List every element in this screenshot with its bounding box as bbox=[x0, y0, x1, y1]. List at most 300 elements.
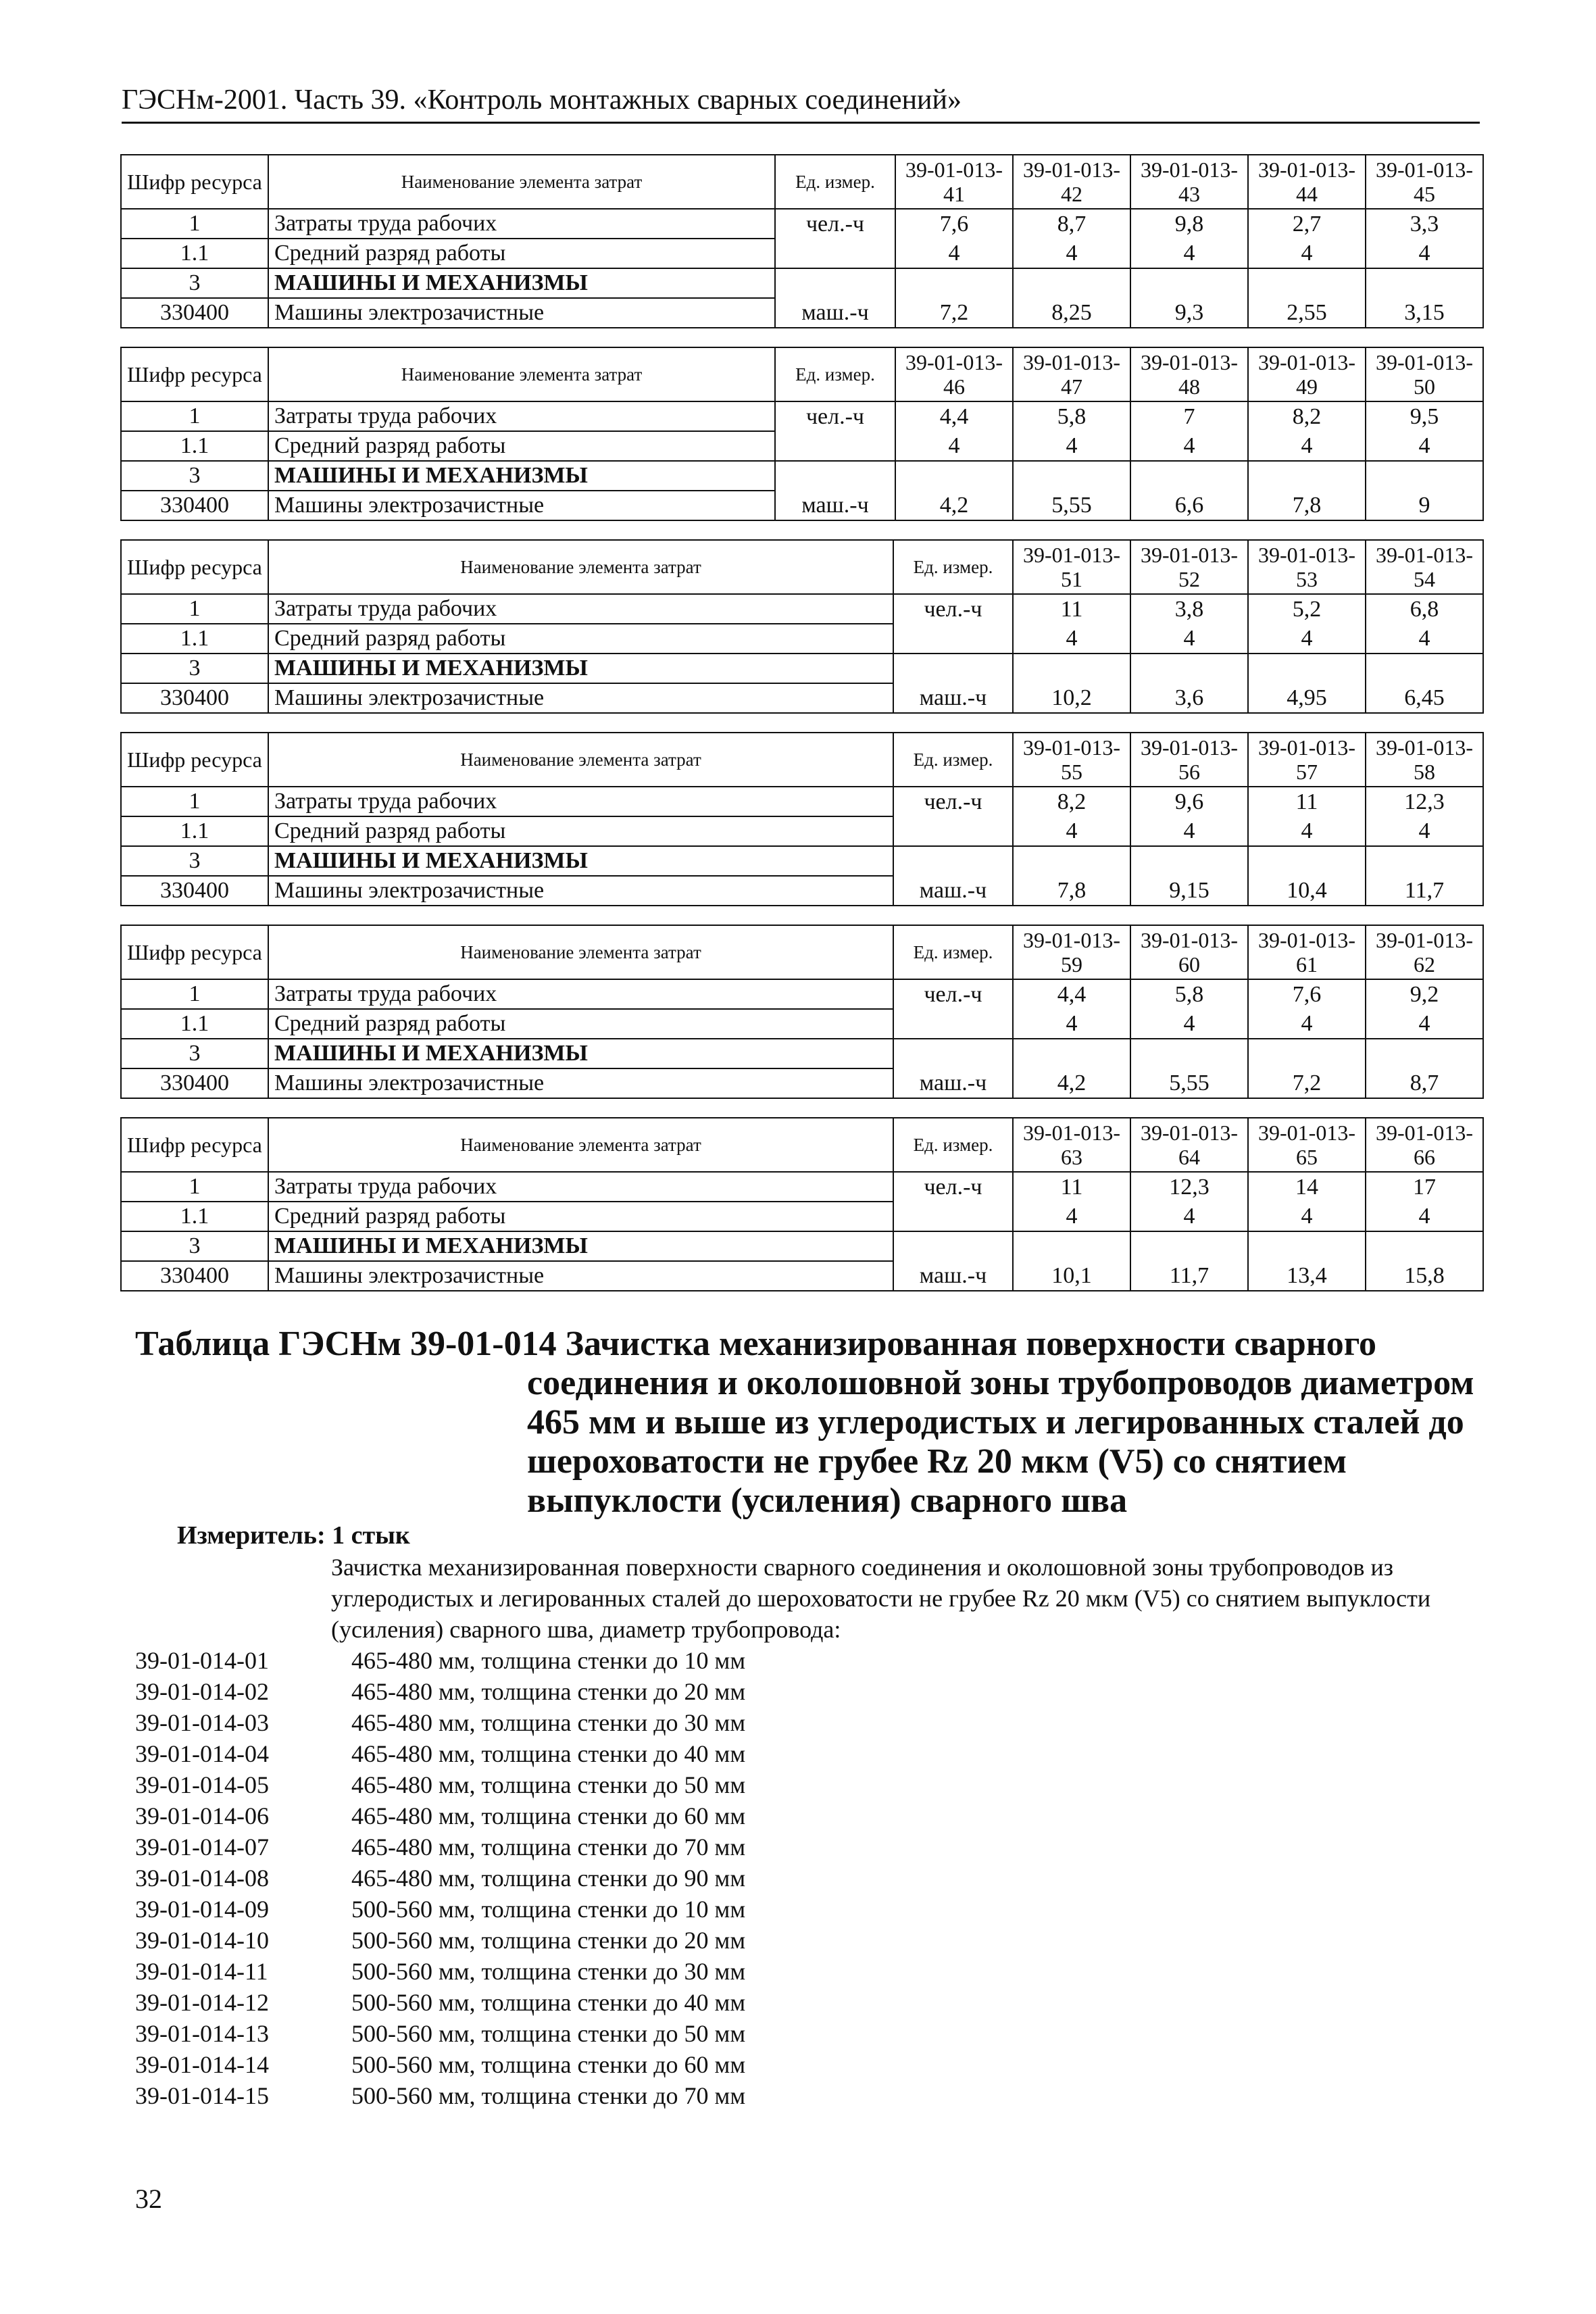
resource-code: 1 bbox=[121, 787, 268, 816]
norm-cipher: 39-01-013-59 bbox=[1013, 925, 1130, 979]
section-title-line: Таблица ГЭСНм 39-01-014 Зачистка механизированная поверхности сварного bbox=[135, 1325, 1377, 1363]
item-code: 39-01-014-04 bbox=[135, 1740, 269, 1767]
cost-name: Машины электрозачистные bbox=[268, 1261, 893, 1291]
table-header-row bbox=[121, 155, 1483, 209]
unit: чел.-ч bbox=[775, 209, 895, 239]
value-cell: 4 bbox=[1248, 1009, 1366, 1039]
cost-table bbox=[120, 732, 1484, 906]
item-code: 39-01-014-08 bbox=[135, 1865, 269, 1892]
norm-cipher: 39-01-013-62 bbox=[1366, 925, 1483, 979]
value-cell: 17 bbox=[1366, 1172, 1483, 1202]
resource-code: 1 bbox=[121, 1172, 268, 1202]
item-text: 465-480 мм, толщина стенки до 60 мм bbox=[351, 1802, 746, 1829]
value-cell: 4 bbox=[1130, 624, 1248, 654]
item-code: 39-01-014-05 bbox=[135, 1771, 269, 1798]
norm-cipher: 39-01-013-45 bbox=[1366, 155, 1483, 209]
item-list bbox=[135, 1645, 745, 2111]
value-cell: 4 bbox=[895, 239, 1013, 268]
unit: маш.-ч bbox=[893, 1068, 1013, 1098]
norm-cipher: 39-01-013-46 bbox=[895, 347, 1013, 401]
table-row bbox=[121, 1202, 1483, 1231]
cost-name: Затраты труда рабочих bbox=[268, 787, 893, 816]
unit bbox=[893, 816, 1013, 846]
unit bbox=[893, 1009, 1013, 1039]
item-code: 39-01-014-13 bbox=[135, 2020, 269, 2047]
norm-cipher: 39-01-013-42 bbox=[1013, 155, 1130, 209]
cost-name-header: Наименование элемента затрат bbox=[268, 155, 775, 209]
item-code: 39-01-014-06 bbox=[135, 1802, 269, 1829]
cost-table bbox=[120, 539, 1484, 714]
list-item bbox=[135, 1645, 745, 1676]
cost-name: Затраты труда рабочих bbox=[268, 209, 775, 239]
value-cell: 11,7 bbox=[1366, 876, 1483, 906]
value-cell: 10,4 bbox=[1248, 876, 1366, 906]
table-row bbox=[121, 1172, 1483, 1202]
value-cell bbox=[895, 268, 1013, 298]
value-cell: 11 bbox=[1013, 1172, 1130, 1202]
value-cell: 4 bbox=[1130, 431, 1248, 461]
norm-cipher: 39-01-013-43 bbox=[1130, 155, 1248, 209]
value-cell: 4 bbox=[1366, 1202, 1483, 1231]
unit bbox=[893, 1231, 1013, 1261]
item-text: 500-560 мм, толщина стенки до 10 мм bbox=[351, 1896, 746, 1923]
norm-cipher: 39-01-013-41 bbox=[895, 155, 1013, 209]
table-row bbox=[121, 461, 1483, 491]
unit: маш.-ч bbox=[893, 876, 1013, 906]
table-header-row bbox=[121, 733, 1483, 787]
value-cell bbox=[1248, 654, 1366, 683]
value-cell bbox=[1248, 1231, 1366, 1261]
value-cell: 9,8 bbox=[1130, 209, 1248, 239]
resource-code: 3 bbox=[121, 1039, 268, 1068]
resource-code: 1 bbox=[121, 594, 268, 624]
value-cell: 4 bbox=[1013, 624, 1130, 654]
norm-cipher: 39-01-013-58 bbox=[1366, 733, 1483, 787]
unit: маш.-ч bbox=[893, 1261, 1013, 1291]
list-item bbox=[135, 2018, 745, 2049]
table-row bbox=[121, 683, 1483, 713]
value-cell bbox=[1366, 654, 1483, 683]
unit bbox=[893, 846, 1013, 876]
value-cell: 3,8 bbox=[1130, 594, 1248, 624]
norm-cipher: 39-01-013-49 bbox=[1248, 347, 1366, 401]
value-cell bbox=[1130, 1039, 1248, 1068]
item-text: 500-560 мм, толщина стенки до 30 мм bbox=[351, 1958, 746, 1985]
resource-code-header: Шифр ресурса bbox=[121, 347, 268, 401]
cost-name-header: Наименование элемента затрат bbox=[268, 733, 893, 787]
resource-code: 1 bbox=[121, 209, 268, 239]
resource-code: 1.1 bbox=[121, 1202, 268, 1231]
table-row bbox=[121, 268, 1483, 298]
resource-code: 330400 bbox=[121, 298, 268, 328]
value-cell: 2,7 bbox=[1248, 209, 1366, 239]
cost-name: Средний разряд работы bbox=[268, 1009, 893, 1039]
unit: маш.-ч bbox=[775, 491, 895, 520]
section-title bbox=[135, 1325, 1480, 1521]
value-cell: 4 bbox=[1130, 1202, 1248, 1231]
norm-cipher: 39-01-013-52 bbox=[1130, 540, 1248, 594]
cost-name: Машины электрозачистные bbox=[268, 298, 775, 328]
cost-table bbox=[120, 925, 1484, 1099]
value-cell: 5,2 bbox=[1248, 594, 1366, 624]
cost-name: Средний разряд работы bbox=[268, 431, 775, 461]
value-cell: 4 bbox=[1130, 239, 1248, 268]
item-code: 39-01-014-09 bbox=[135, 1896, 269, 1923]
value-cell: 3,15 bbox=[1366, 298, 1483, 328]
unit bbox=[893, 624, 1013, 654]
value-cell bbox=[1366, 1039, 1483, 1068]
value-cell: 4,4 bbox=[1013, 979, 1130, 1009]
table-row bbox=[121, 1261, 1483, 1291]
list-item bbox=[135, 1863, 745, 1894]
table-row bbox=[121, 816, 1483, 846]
cost-name: МАШИНЫ И МЕХАНИЗМЫ bbox=[268, 461, 775, 491]
value-cell bbox=[1130, 461, 1248, 491]
cost-name: Затраты труда рабочих bbox=[268, 979, 893, 1009]
value-cell: 5,8 bbox=[1130, 979, 1248, 1009]
cost-name: Машины электрозачистные bbox=[268, 1068, 893, 1098]
value-cell: 4 bbox=[1013, 1202, 1130, 1231]
cost-name-header: Наименование элемента затрат bbox=[268, 540, 893, 594]
resource-code: 330400 bbox=[121, 1068, 268, 1098]
cost-name: Машины электрозачистные bbox=[268, 491, 775, 520]
value-cell: 7,2 bbox=[895, 298, 1013, 328]
unit bbox=[775, 268, 895, 298]
table-row bbox=[121, 298, 1483, 328]
cost-table bbox=[120, 154, 1484, 328]
item-code: 39-01-014-14 bbox=[135, 2051, 269, 2078]
value-cell: 7,2 bbox=[1248, 1068, 1366, 1098]
value-cell: 4 bbox=[1013, 431, 1130, 461]
table-row bbox=[121, 1039, 1483, 1068]
value-cell: 3,3 bbox=[1366, 209, 1483, 239]
value-cell: 10,1 bbox=[1013, 1261, 1130, 1291]
value-cell bbox=[1248, 461, 1366, 491]
value-cell bbox=[1013, 846, 1130, 876]
value-cell: 4 bbox=[1366, 431, 1483, 461]
value-cell: 4 bbox=[1248, 624, 1366, 654]
norm-cipher: 39-01-013-50 bbox=[1366, 347, 1483, 401]
table-row bbox=[121, 239, 1483, 268]
value-cell bbox=[895, 461, 1013, 491]
cost-name: МАШИНЫ И МЕХАНИЗМЫ bbox=[268, 1039, 893, 1068]
table-row bbox=[121, 624, 1483, 654]
value-cell: 4 bbox=[1248, 816, 1366, 846]
resource-code-header: Шифр ресурса bbox=[121, 1118, 268, 1172]
value-cell bbox=[1130, 846, 1248, 876]
resource-code: 1.1 bbox=[121, 624, 268, 654]
resource-code-header: Шифр ресурса bbox=[121, 540, 268, 594]
resource-code: 3 bbox=[121, 846, 268, 876]
norm-cipher: 39-01-013-65 bbox=[1248, 1118, 1366, 1172]
section-description: Зачистка механизированная поверхности сварного соединения и околошовной зоны трубопроводов из углеродистых и легированных сталей до шероховатости не грубее Rz 20 мкм (V5) со снятием выпуклости (усиления) сварного шва, диаметр трубопровода: bbox=[331, 1554, 1431, 1643]
value-cell: 4,2 bbox=[1013, 1068, 1130, 1098]
resource-code: 3 bbox=[121, 1231, 268, 1261]
resource-code: 1.1 bbox=[121, 431, 268, 461]
norm-cipher: 39-01-013-57 bbox=[1248, 733, 1366, 787]
item-text: 465-480 мм, толщина стенки до 90 мм bbox=[351, 1865, 746, 1892]
resource-code: 1 bbox=[121, 401, 268, 431]
section-title-line: 465 мм и выше из углеродистых и легированных сталей до bbox=[527, 1403, 1464, 1442]
unit-header: Ед. измер. bbox=[893, 540, 1013, 594]
value-cell: 9,5 bbox=[1366, 401, 1483, 431]
value-cell: 7,6 bbox=[895, 209, 1013, 239]
list-item bbox=[135, 1831, 745, 1863]
value-cell: 4 bbox=[1013, 239, 1130, 268]
value-cell: 9,15 bbox=[1130, 876, 1248, 906]
item-code: 39-01-014-01 bbox=[135, 1647, 269, 1674]
table-header-row bbox=[121, 1118, 1483, 1172]
value-cell bbox=[1366, 461, 1483, 491]
unit-header: Ед. измер. bbox=[893, 925, 1013, 979]
value-cell: 7,8 bbox=[1013, 876, 1130, 906]
item-text: 500-560 мм, толщина стенки до 40 мм bbox=[351, 1989, 746, 2016]
unit bbox=[775, 461, 895, 491]
norm-cipher: 39-01-013-47 bbox=[1013, 347, 1130, 401]
cost-name: Средний разряд работы bbox=[268, 624, 893, 654]
value-cell bbox=[1013, 1231, 1130, 1261]
value-cell: 11,7 bbox=[1130, 1261, 1248, 1291]
table-header-row bbox=[121, 540, 1483, 594]
value-cell bbox=[1366, 268, 1483, 298]
cost-name-header: Наименование элемента затрат bbox=[268, 925, 893, 979]
value-cell: 2,55 bbox=[1248, 298, 1366, 328]
value-cell: 6,45 bbox=[1366, 683, 1483, 713]
value-cell: 5,55 bbox=[1130, 1068, 1248, 1098]
unit-header: Ед. измер. bbox=[893, 733, 1013, 787]
value-cell: 4,4 bbox=[895, 401, 1013, 431]
cost-table bbox=[120, 347, 1484, 521]
resource-code: 330400 bbox=[121, 1261, 268, 1291]
item-text: 500-560 мм, толщина стенки до 20 мм bbox=[351, 1927, 746, 1954]
table-header-row bbox=[121, 347, 1483, 401]
unit-header: Ед. измер. bbox=[775, 155, 895, 209]
cost-name: Средний разряд работы bbox=[268, 816, 893, 846]
value-cell: 6,6 bbox=[1130, 491, 1248, 520]
cost-name: МАШИНЫ И МЕХАНИЗМЫ bbox=[268, 1231, 893, 1261]
value-cell: 9 bbox=[1366, 491, 1483, 520]
value-cell bbox=[1248, 846, 1366, 876]
item-code: 39-01-014-10 bbox=[135, 1927, 269, 1954]
resource-code: 3 bbox=[121, 268, 268, 298]
value-cell: 4 bbox=[1366, 1009, 1483, 1039]
resource-code: 330400 bbox=[121, 491, 268, 520]
resource-code: 1.1 bbox=[121, 816, 268, 846]
resource-code: 330400 bbox=[121, 876, 268, 906]
page-number: 32 bbox=[135, 2184, 162, 2214]
value-cell: 13,4 bbox=[1248, 1261, 1366, 1291]
unit bbox=[893, 1202, 1013, 1231]
value-cell: 15,8 bbox=[1366, 1261, 1483, 1291]
item-text: 465-480 мм, толщина стенки до 40 мм bbox=[351, 1740, 746, 1767]
unit: чел.-ч bbox=[893, 1172, 1013, 1202]
value-cell: 10,2 bbox=[1013, 683, 1130, 713]
value-cell: 9,3 bbox=[1130, 298, 1248, 328]
table-header-row bbox=[121, 925, 1483, 979]
unit: чел.-ч bbox=[775, 401, 895, 431]
resource-code: 3 bbox=[121, 654, 268, 683]
value-cell: 12,3 bbox=[1366, 787, 1483, 816]
unit-header: Ед. измер. bbox=[775, 347, 895, 401]
value-cell: 14 bbox=[1248, 1172, 1366, 1202]
norm-cipher: 39-01-013-51 bbox=[1013, 540, 1130, 594]
unit bbox=[893, 654, 1013, 683]
item-text: 465-480 мм, толщина стенки до 70 мм bbox=[351, 1833, 746, 1861]
table-row bbox=[121, 491, 1483, 520]
resource-code: 1.1 bbox=[121, 1009, 268, 1039]
item-text: 500-560 мм, толщина стенки до 50 мм bbox=[351, 2020, 746, 2047]
section-title-line: выпуклости (усиления) сварного шва bbox=[527, 1481, 1128, 1520]
norm-cipher: 39-01-013-64 bbox=[1130, 1118, 1248, 1172]
unit bbox=[775, 239, 895, 268]
value-cell: 4 bbox=[1248, 239, 1366, 268]
value-cell bbox=[1130, 268, 1248, 298]
resource-code: 1 bbox=[121, 979, 268, 1009]
list-item bbox=[135, 1987, 745, 2018]
value-cell: 4,2 bbox=[895, 491, 1013, 520]
resource-code: 3 bbox=[121, 461, 268, 491]
value-cell: 11 bbox=[1248, 787, 1366, 816]
table-row bbox=[121, 876, 1483, 906]
unit: чел.-ч bbox=[893, 594, 1013, 624]
cost-name: Затраты труда рабочих bbox=[268, 1172, 893, 1202]
value-cell: 7,6 bbox=[1248, 979, 1366, 1009]
value-cell: 4 bbox=[1366, 239, 1483, 268]
resource-code-header: Шифр ресурса bbox=[121, 733, 268, 787]
norm-cipher: 39-01-013-54 bbox=[1366, 540, 1483, 594]
value-cell: 5,8 bbox=[1013, 401, 1130, 431]
list-item bbox=[135, 1738, 745, 1769]
norm-cipher: 39-01-013-63 bbox=[1013, 1118, 1130, 1172]
value-cell bbox=[1366, 1231, 1483, 1261]
value-cell bbox=[1248, 268, 1366, 298]
table-row bbox=[121, 209, 1483, 239]
value-cell: 4 bbox=[1366, 624, 1483, 654]
norm-cipher: 39-01-013-44 bbox=[1248, 155, 1366, 209]
cost-name: Затраты труда рабочих bbox=[268, 401, 775, 431]
norm-cipher: 39-01-013-55 bbox=[1013, 733, 1130, 787]
value-cell: 5,55 bbox=[1013, 491, 1130, 520]
norm-cipher: 39-01-013-61 bbox=[1248, 925, 1366, 979]
value-cell: 4 bbox=[1013, 1009, 1130, 1039]
unit: маш.-ч bbox=[893, 683, 1013, 713]
item-text: 465-480 мм, толщина стенки до 20 мм bbox=[351, 1678, 746, 1705]
value-cell bbox=[1013, 268, 1130, 298]
unit: маш.-ч bbox=[775, 298, 895, 328]
item-text: 500-560 мм, толщина стенки до 70 мм bbox=[351, 2082, 746, 2109]
item-code: 39-01-014-03 bbox=[135, 1709, 269, 1736]
list-item bbox=[135, 2080, 745, 2111]
cost-tables bbox=[120, 154, 1482, 1310]
cost-name: Затраты труда рабочих bbox=[268, 594, 893, 624]
running-header: ГЭСНм-2001. Часть 39. «Контроль монтажных сварных соединений» bbox=[122, 82, 1480, 124]
table-row bbox=[121, 787, 1483, 816]
item-text: 465-480 мм, толщина стенки до 50 мм bbox=[351, 1771, 746, 1798]
list-item bbox=[135, 1800, 745, 1831]
value-cell: 7,8 bbox=[1248, 491, 1366, 520]
value-cell bbox=[1013, 461, 1130, 491]
item-text: 465-480 мм, толщина стенки до 30 мм bbox=[351, 1709, 746, 1736]
cost-name: Средний разряд работы bbox=[268, 239, 775, 268]
cost-name-header: Наименование элемента затрат bbox=[268, 347, 775, 401]
norm-cipher: 39-01-013-56 bbox=[1130, 733, 1248, 787]
unit-header: Ед. измер. bbox=[893, 1118, 1013, 1172]
resource-code-header: Шифр ресурса bbox=[121, 925, 268, 979]
value-cell: 7 bbox=[1130, 401, 1248, 431]
value-cell bbox=[1248, 1039, 1366, 1068]
item-text: 500-560 мм, толщина стенки до 60 мм bbox=[351, 2051, 746, 2078]
resource-code: 1.1 bbox=[121, 239, 268, 268]
resource-code-header: Шифр ресурса bbox=[121, 155, 268, 209]
cost-name: Машины электрозачистные bbox=[268, 683, 893, 713]
value-cell: 4,95 bbox=[1248, 683, 1366, 713]
section-title-line: соединения и околошовной зоны трубопроводов диаметром bbox=[527, 1364, 1474, 1402]
value-cell bbox=[1366, 846, 1483, 876]
value-cell bbox=[1013, 1039, 1130, 1068]
value-cell: 6,8 bbox=[1366, 594, 1483, 624]
table-row bbox=[121, 1009, 1483, 1039]
value-cell: 8,2 bbox=[1013, 787, 1130, 816]
unit: чел.-ч bbox=[893, 979, 1013, 1009]
value-cell: 12,3 bbox=[1130, 1172, 1248, 1202]
value-cell: 8,7 bbox=[1366, 1068, 1483, 1098]
table-row bbox=[121, 594, 1483, 624]
item-code: 39-01-014-15 bbox=[135, 2082, 269, 2109]
table-row bbox=[121, 1068, 1483, 1098]
value-cell: 4 bbox=[895, 431, 1013, 461]
unit bbox=[775, 431, 895, 461]
value-cell bbox=[1130, 654, 1248, 683]
meter-label: Измеритель: 1 стык bbox=[177, 1521, 410, 1550]
cost-name: Средний разряд работы bbox=[268, 1202, 893, 1231]
value-cell: 4 bbox=[1248, 1202, 1366, 1231]
list-item bbox=[135, 1894, 745, 1925]
cost-name-header: Наименование элемента затрат bbox=[268, 1118, 893, 1172]
list-item bbox=[135, 2049, 745, 2080]
table-row bbox=[121, 846, 1483, 876]
table-row bbox=[121, 431, 1483, 461]
item-code: 39-01-014-12 bbox=[135, 1989, 269, 2016]
unit bbox=[893, 1039, 1013, 1068]
list-item bbox=[135, 1676, 745, 1707]
list-item bbox=[135, 1925, 745, 1956]
value-cell: 8,7 bbox=[1013, 209, 1130, 239]
norm-cipher: 39-01-013-48 bbox=[1130, 347, 1248, 401]
value-cell: 4 bbox=[1130, 816, 1248, 846]
value-cell: 9,6 bbox=[1130, 787, 1248, 816]
resource-code: 330400 bbox=[121, 683, 268, 713]
cost-name: Машины электрозачистные bbox=[268, 876, 893, 906]
value-cell bbox=[1130, 1231, 1248, 1261]
value-cell: 4 bbox=[1248, 431, 1366, 461]
item-code: 39-01-014-07 bbox=[135, 1833, 269, 1861]
item-code: 39-01-014-02 bbox=[135, 1678, 269, 1705]
value-cell: 4 bbox=[1366, 816, 1483, 846]
norm-cipher: 39-01-013-66 bbox=[1366, 1118, 1483, 1172]
list-item bbox=[135, 1956, 745, 1987]
value-cell: 4 bbox=[1013, 816, 1130, 846]
unit: чел.-ч bbox=[893, 787, 1013, 816]
table-row bbox=[121, 654, 1483, 683]
cost-name: МАШИНЫ И МЕХАНИЗМЫ bbox=[268, 268, 775, 298]
value-cell: 11 bbox=[1013, 594, 1130, 624]
table-row bbox=[121, 1231, 1483, 1261]
item-text: 465-480 мм, толщина стенки до 10 мм bbox=[351, 1647, 746, 1674]
value-cell: 3,6 bbox=[1130, 683, 1248, 713]
value-cell: 9,2 bbox=[1366, 979, 1483, 1009]
list-item bbox=[135, 1707, 745, 1738]
value-cell: 8,25 bbox=[1013, 298, 1130, 328]
